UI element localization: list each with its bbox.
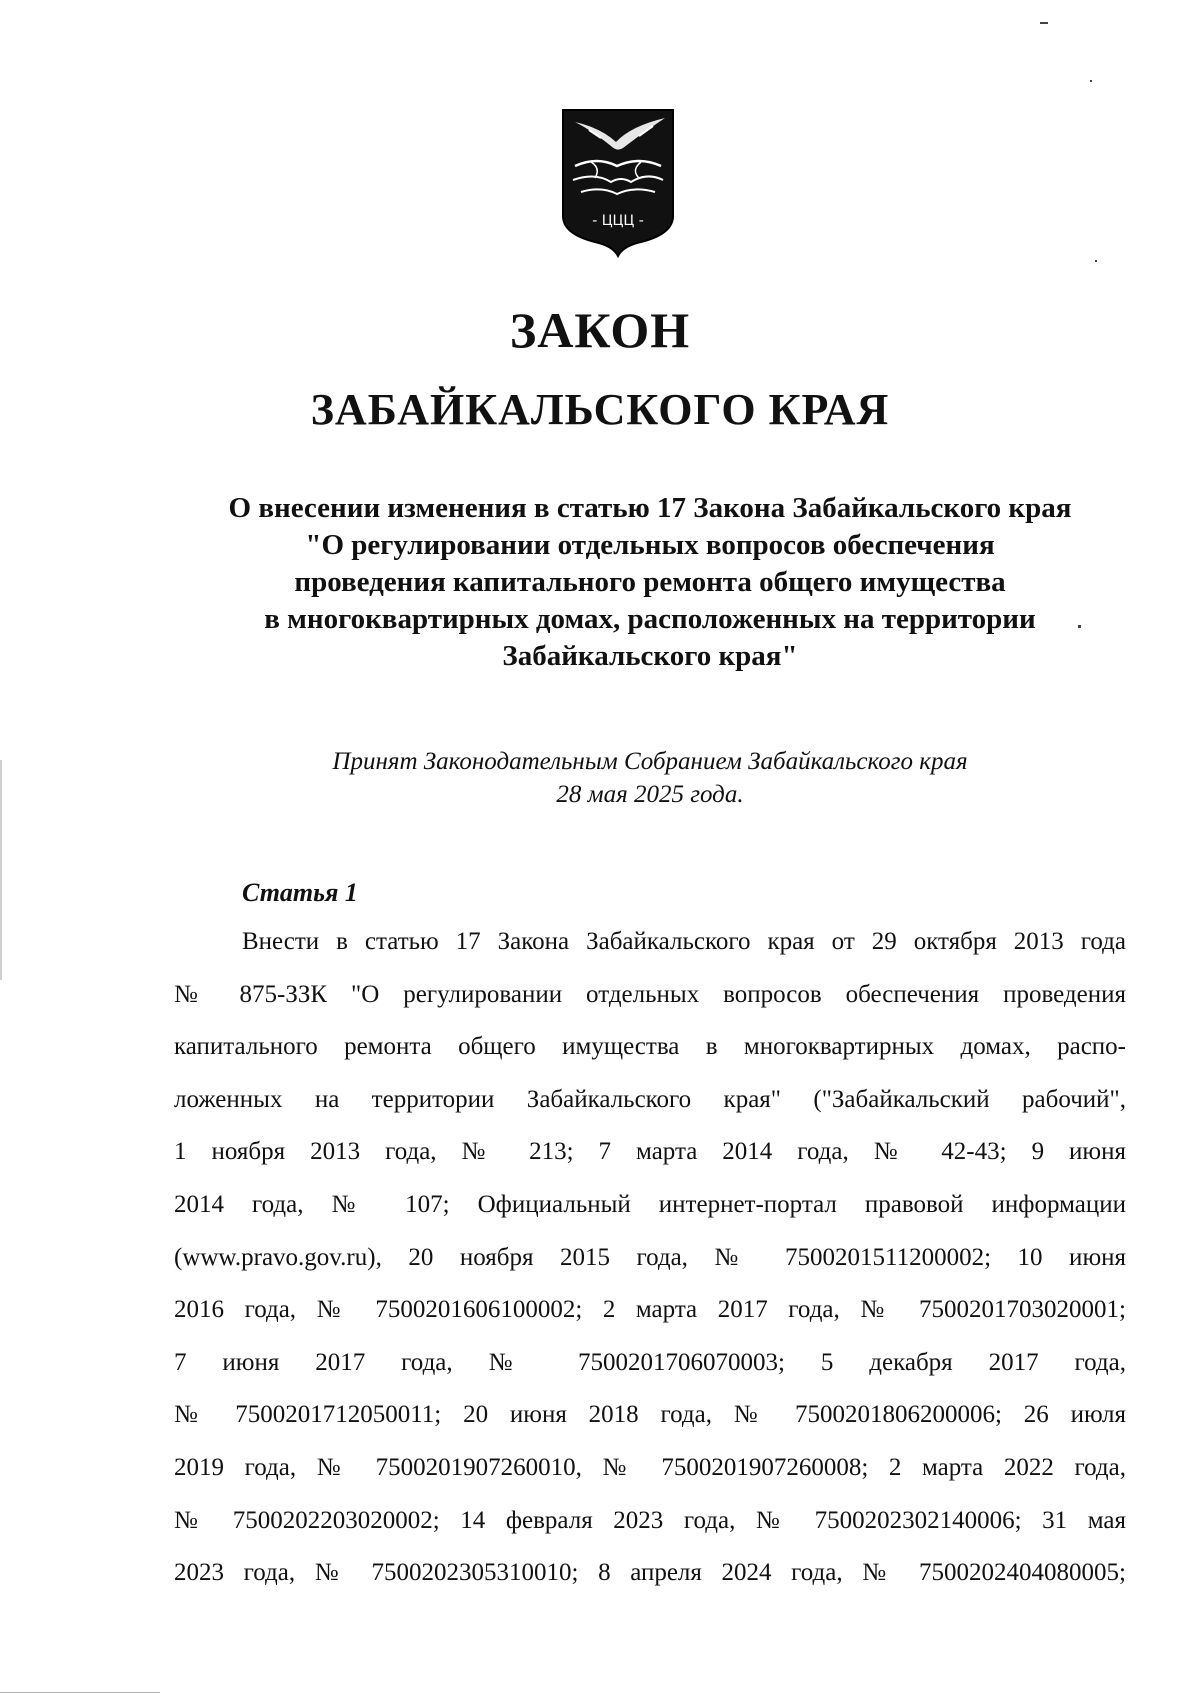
coat-of-arms-icon [561, 108, 675, 258]
subject-line: "О регулировании отдельных вопросов обеспечения [305, 529, 995, 561]
body-line: 2023 года, № 7500202305310010; 8 апреля 2024 года, № 7500202404080005; [174, 1559, 1126, 1587]
subject-line: О внесении изменения в статью 17 Закона Забайкальского края [228, 492, 1072, 524]
body-line: № 7500201712050011; 20 июня 2018 года, № 7500201806200006; 26 июля [174, 1401, 1126, 1429]
body-line: № 875-ЗЗК "О регулировании отдельных вопросов обеспечения проведения [174, 980, 1126, 1008]
adoption-line: Принят Законодательным Собранием Забайкальского края [332, 748, 968, 775]
body-line: капитального ремонта общего имущества в многоквартирных домах, распо- [174, 1033, 1126, 1061]
subject-line: в многоквартирных домах, расположенных на территории [264, 603, 1036, 635]
emblem-text: - ЦЦЦ - [592, 213, 644, 229]
law-region-title: ЗАБАЙКАЛЬСКОГО КРАЯ [310, 385, 890, 434]
scan-mark [1095, 260, 1097, 262]
adoption-note [250, 745, 1050, 811]
body-line: 2019 года, № 7500201907260010, № 7500201907260008; 2 марта 2022 года, [174, 1453, 1126, 1481]
body-line: 2016 года, № 7500201606100002; 2 марта 2017 года, № 7500201703020001; [174, 1296, 1126, 1324]
body-line: № 7500202203020002; 14 февраля 2023 года, № 7500202302140006; 31 мая [174, 1506, 1126, 1534]
adoption-date: 28 мая 2025 года. [556, 781, 744, 808]
article-heading: Статья 1 [242, 878, 358, 907]
scan-mark [1078, 625, 1081, 628]
body-line: 1 ноября 2013 года, № 213; 7 марта 2014 года, № 42-43; 9 июня [174, 1138, 1126, 1166]
law-title: ЗАКОН [509, 302, 691, 358]
scan-mark [1040, 22, 1048, 24]
article-body [174, 916, 1126, 1600]
body-line: Внести в статью 17 Закона Забайкальского края от 29 октября 2013 года [242, 928, 1126, 955]
scan-edge [0, 760, 2, 980]
law-subject [150, 490, 1150, 675]
body-line: 2014 года, № 107; Официальный интернет-портал правовой информации [174, 1190, 1126, 1218]
body-line: ложенных на территории Забайкальского края" ("Забайкальский рабочий", [174, 1085, 1126, 1113]
body-line: 7 июня 2017 года, № 7500201706070003; 5 декабря 2017 года, [174, 1348, 1126, 1376]
scan-mark [1090, 80, 1092, 82]
body-line: (www.pravo.gov.ru), 20 ноября 2015 года, № 7500201511200002; 10 июня [174, 1243, 1126, 1271]
subject-line: проведения капитального ремонта общего имущества [294, 566, 1006, 598]
scan-edge [0, 1692, 160, 1693]
subject-line: Забайкальского края" [502, 640, 798, 672]
